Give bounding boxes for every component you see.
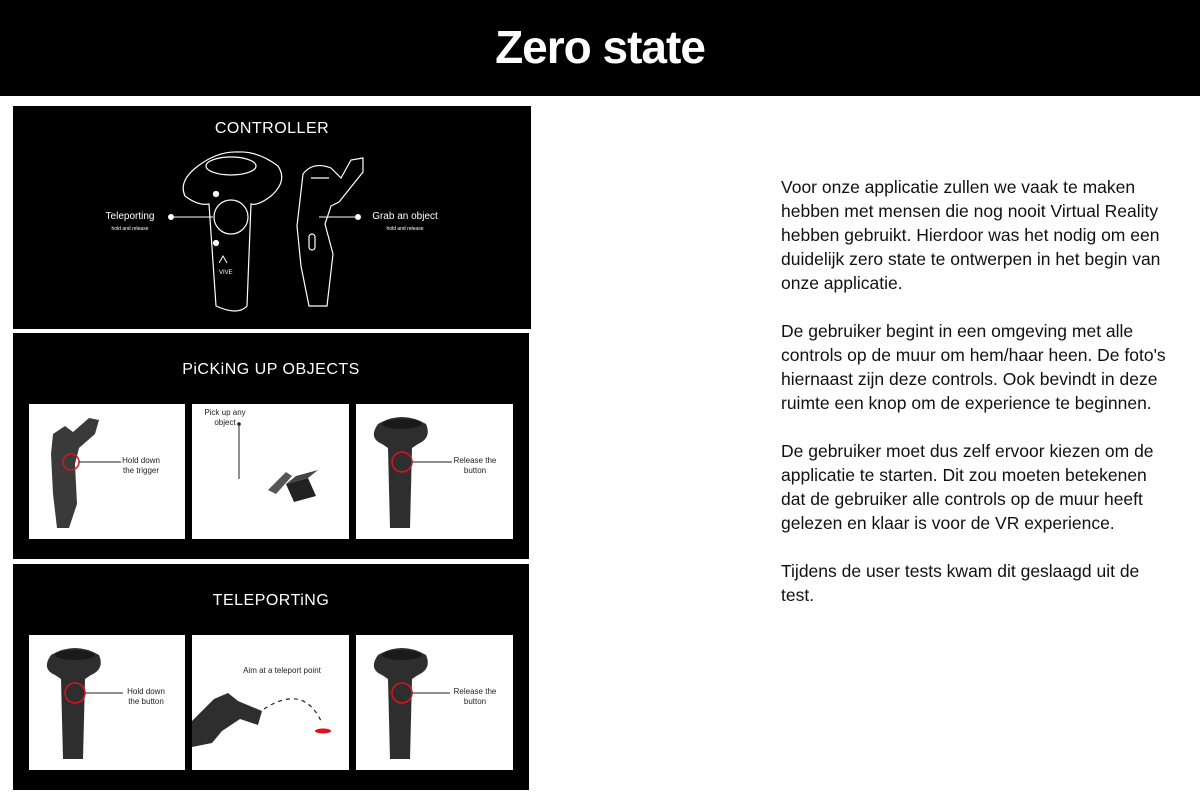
controller-diagram [13, 106, 531, 329]
teleport-point-marker [315, 729, 331, 734]
paragraph-1: Voor onze applicatie zullen we vaak te maken hebben met mensen die nog nooit Virtual Reality hebben gebruikt. Hierdoor was het nodig om een duidelijk zero state te ontwerpen in het begin van onze applicatie. [781, 177, 1161, 293]
teleport-panel [13, 564, 529, 790]
controller-panel [13, 106, 531, 329]
teleporting-sub-label: hold and release [111, 226, 149, 232]
paragraph-3: De gebruiker moet dus zelf ervoor kiezen om de applicatie te starten. Dit zou moeten betekenen dat de gebruiker alle controls op de muur heeft gelezen en klaar is voor de VR experience. [781, 441, 1154, 533]
description-text [781, 175, 1171, 631]
picking-card-release [356, 404, 513, 539]
teleport-card-aim [192, 635, 349, 770]
vive-brand: VIVE [219, 270, 233, 276]
page-title: Zero state [495, 21, 705, 73]
teleport-card-aim-label: Aim at a teleport point [243, 666, 321, 675]
picking-panel [13, 333, 529, 559]
teleporting-label: Teleporting [105, 211, 155, 222]
controller-panel-title: CONTROLLER [214, 120, 330, 137]
callout-lines [169, 215, 361, 220]
teleport-card-release [356, 635, 513, 770]
grab-object-label: Grab an object [372, 211, 438, 222]
teleport-panel-title: TELEPORTiNG [212, 592, 330, 609]
teleport-card-release-label: Release the button [453, 687, 497, 706]
paragraph-2: De gebruiker begint in een omgeving met alle controls op de muur om hem/haar heen. De foto's hiernaast zijn deze controls. Ook bevindt in deze ruimte een knop om de experience te beginnen. [781, 321, 1166, 413]
picking-card-trigger [29, 404, 185, 539]
picking-panel-title: PiCKiNG UP OBJECTS [182, 361, 360, 378]
controller-front-illustration [183, 152, 282, 311]
picking-card-trigger-label: Hold down the trigger [122, 456, 160, 475]
teleport-card-hold [29, 635, 185, 770]
picking-card-object [192, 404, 349, 539]
aim-teleport-illustration [192, 635, 349, 770]
paragraph-4: Tijdens de user tests kwam dit geslaagd uit de test. [781, 561, 1140, 605]
picking-card-release-label: Release the button [453, 456, 497, 475]
controller-side-illustration [297, 158, 363, 306]
picking-card-object-label: Pick up any object [204, 408, 246, 427]
grab-object-sub-label: hold and release [386, 226, 424, 232]
teleport-card-hold-label: Hold down the button [127, 687, 165, 706]
vive-logo-icon [219, 256, 227, 263]
page-header [0, 0, 1200, 96]
